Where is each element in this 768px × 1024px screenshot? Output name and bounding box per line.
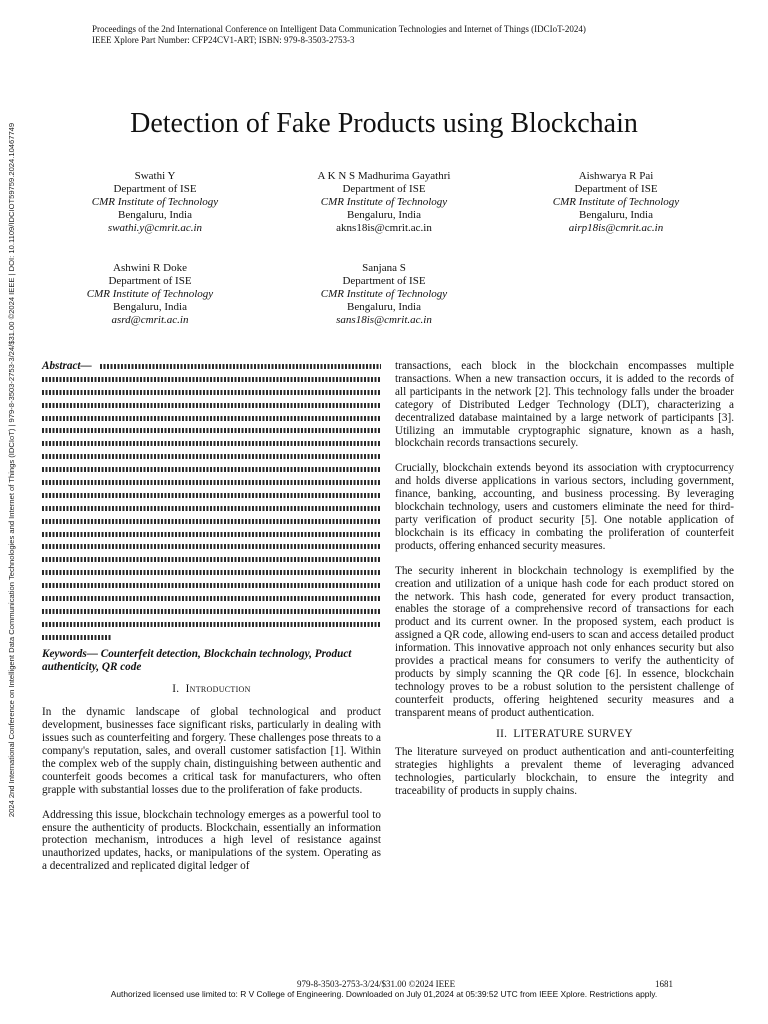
abstract-garbled-line xyxy=(42,618,381,631)
abstract-garbled-text xyxy=(100,364,381,369)
author-name: Ashwini R Doke xyxy=(113,262,187,274)
author-name: Aishwarya R Pai xyxy=(578,170,654,182)
license-notice: Authorized licensed use limited to: R V College of Engineering. Downloaded on July 01,2024 at 05:39:52 UTC from IEEE Xplore. Restrictions apply. xyxy=(110,989,658,999)
author-email[interactable]: swathi.y@cmrit.ac.in xyxy=(107,222,203,234)
abstract-garbled-line xyxy=(42,450,381,463)
abstract-garbled-line xyxy=(42,566,381,579)
intro-paragraph-2: Addressing this issue, blockchain technology emerges as a powerful tool to ensure the authenticity of products. Blockchain, essentially an information protection mechanism, introduces a high level of resistance against unauthorized updates, hacks, or manipulations of the system. Operating as a decentralized and replicated digital ledger of xyxy=(42,808,381,873)
author-city: Bengaluru, India xyxy=(113,301,187,313)
keywords: Keywords— Counterfeit detection, Blockchain technology, Product authenticity, QR code xyxy=(42,647,352,673)
abstract-garbled-line xyxy=(42,515,381,528)
author-email[interactable]: akns18is@cmrit.ac.in xyxy=(336,222,432,234)
author-city: Bengaluru, India xyxy=(118,209,192,221)
left-column xyxy=(42,360,381,885)
sidebar-doi-text: 2024 2nd International Conference on Intelligent Data Communication Technologies and Internet of Things (IDCIoT) | 979-8-3503-2753-3/24/$31.00 ©2024 IEEE | DOI: 10.1109/IDCIOT59759.2024.10467749 xyxy=(7,122,16,818)
author-institute: CMR Institute of Technology xyxy=(320,288,448,300)
abstract-garbled-line xyxy=(42,412,381,425)
abstract-garbled-line xyxy=(42,386,381,399)
body-paragraph-3: The security inherent in blockchain technology is exemplified by the creation and utilization of a unique hash code for each product stored on the network. This hash code, generated for every product transaction, enables the storage of a comprehensive record of transactions for each product and its current owner. In the proposed system, each product is assigned a QR code, allowing end-users to scan and access detailed product information. This innovative approach not only enhances security but also provides a practical means for consumers to verify the authenticity of products by simply scanning the QR code [6]. In essence, blockchain technology proves to be a robust solution to the persistent challenge of counterfeit products, offering heightened security measures and a transparent means of product authentication. xyxy=(395,564,734,719)
abstract-garbled-line xyxy=(42,463,381,476)
abstract-garbled-line xyxy=(42,579,381,592)
abstract-garbled-line xyxy=(42,553,381,566)
abstract-garbled-line xyxy=(42,540,381,553)
section-heading-literature-survey xyxy=(395,728,734,741)
abstract-garbled-line xyxy=(42,437,381,450)
section-number: II. xyxy=(496,727,508,740)
abstract-garbled-line xyxy=(42,592,381,605)
abstract-label: Abstract— xyxy=(42,360,92,372)
xplore-part-number: IEEE Xplore Part Number: CFP24CV1-ART; ISBN: 979-8-3503-2753-3 xyxy=(92,35,355,45)
abstract-garbled-line xyxy=(42,502,381,515)
author-department: Department of ISE xyxy=(342,275,426,287)
author-block xyxy=(289,262,479,327)
abstract-garbled-line xyxy=(42,528,381,541)
abstract-garbled-line xyxy=(42,373,381,386)
intro-paragraph-1: In the dynamic landscape of global technological and product development, businesses face significant risks, particularly in dealing with issues such as counterfeiting and forgery. These challenges pose threats to a company's reputation, sales, and overall customer satisfaction [1]. Within the complex web of the supply chain, distinguishing between authentic and counterfeit goods becomes a critical task for manufacturers, who often grapple with substantial losses due to the proliferation of fake products. xyxy=(42,706,381,796)
author-name: A K N S Madhurima Gayathri xyxy=(317,170,451,182)
abstract-garbled-line xyxy=(42,631,381,644)
author-city: Bengaluru, India xyxy=(347,301,421,313)
right-column xyxy=(395,360,734,810)
body-paragraph-1: transactions, each block in the blockchain encompasses multiple transactions. When a new transaction occurs, it is added to the records of all participants in the network [2]. This technology falls under the broader category of Distributed Ledger Technology (DLT), characterizing a decentralized database maintained by a large network of participants [3]. Utilizing an immutable cryptographic signature, known as a hash, blockchain records transactions securely. xyxy=(395,360,734,450)
paper-title: Detection of Fake Products using Blockchain xyxy=(130,108,638,139)
author-name: Swathi Y xyxy=(134,170,176,182)
author-institute: CMR Institute of Technology xyxy=(86,288,214,300)
abstract-garbled-line xyxy=(42,424,381,437)
abstract-garbled-body xyxy=(42,373,381,644)
section-title: Introduction xyxy=(185,683,251,696)
abstract-garbled-line xyxy=(42,605,381,618)
author-department: Department of ISE xyxy=(108,275,192,287)
author-institute: CMR Institute of Technology xyxy=(91,196,219,208)
author-institute: CMR Institute of Technology xyxy=(320,196,448,208)
author-name: Sanjana S xyxy=(362,262,406,274)
page-number: 1681 xyxy=(655,979,673,989)
proceedings-header: Proceedings of the 2nd International Conference on Intelligent Data Communication Technologies and Internet of Things (IDCIoT-2024) xyxy=(92,24,586,34)
author-email[interactable]: asrd@cmrit.ac.in xyxy=(111,314,189,326)
body-paragraph-2: Crucially, blockchain extends beyond its association with cryptocurrency and holds diverse applications in various sectors, including government, finance, banking, accounting, and business processing. By leveraging blockchain technology, users and customers eliminate the need for third-party verification of product security [5]. One notable application of blockchain is its efficacy in combating the proliferation of counterfeit products, offering enhanced security measures. xyxy=(395,462,734,552)
section-number: I. xyxy=(172,683,180,696)
author-city: Bengaluru, India xyxy=(579,209,653,221)
author-department: Department of ISE xyxy=(574,183,658,195)
author-block xyxy=(60,170,250,235)
abstract-block xyxy=(42,360,381,644)
footer-isbn: 979-8-3503-2753-3/24/$31.00 ©2024 IEEE xyxy=(297,979,456,989)
author-department: Department of ISE xyxy=(113,183,197,195)
abstract-garbled-line xyxy=(42,489,381,502)
section-heading-introduction xyxy=(42,683,381,696)
author-department: Department of ISE xyxy=(342,183,426,195)
author-email[interactable]: sans18is@cmrit.ac.in xyxy=(336,314,432,326)
author-city: Bengaluru, India xyxy=(347,209,421,221)
author-block xyxy=(521,170,711,235)
author-block xyxy=(55,262,245,327)
abstract-garbled-line xyxy=(42,399,381,412)
literature-paragraph-1: The literature surveyed on product authentication and anti-counterfeiting strategies highlights a prevalent theme of leveraging advanced technologies, particularly blockchain, to ensure the integrity and traceability of products in supply chains. xyxy=(395,746,734,798)
section-title: LITERATURE SURVEY xyxy=(513,727,633,740)
author-block xyxy=(289,170,479,235)
author-email[interactable]: airp18is@cmrit.ac.in xyxy=(568,222,664,234)
author-institute: CMR Institute of Technology xyxy=(552,196,680,208)
abstract-garbled-line xyxy=(42,476,381,489)
